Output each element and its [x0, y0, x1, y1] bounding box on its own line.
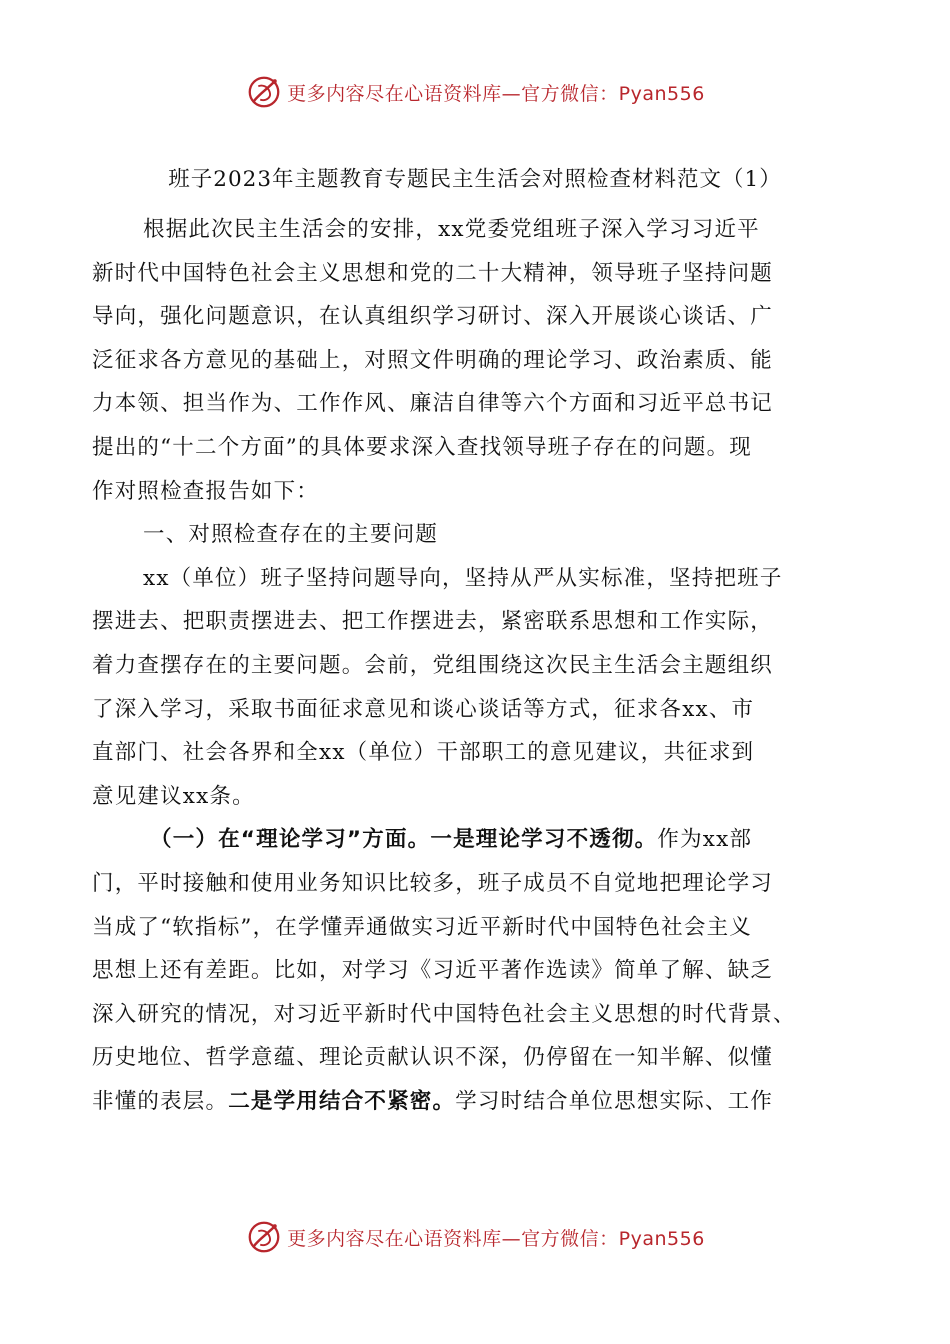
subsection-line [92, 818, 882, 862]
body-line: 深入研究的情况，对习近平新时代中国特色社会主义思想的时代背景、 [92, 1001, 796, 1027]
banner-main-text: 更多内容尽在心语资料库 [287, 82, 502, 105]
body-line: 着力查摆存在的主要问题。会前，党组围绕这次民主生活会主题组织 [92, 652, 774, 678]
point-two-heading: 二是学用结合不紧密。 [228, 1088, 456, 1114]
banner-separator: — [501, 82, 522, 105]
body-line: 门，平时接触和使用业务知识比较多，班子成员不自觉地把理论学习 [92, 870, 774, 896]
body-line: 作对照检查报告如下： [92, 478, 320, 504]
body-line: 历史地位、哲学意蕴、理论贡献认识不深，仍停留在一知半解、似懂 [92, 1045, 774, 1071]
body-text: 作为xx部 [657, 827, 753, 853]
body-text: 非懂的表层。 [92, 1088, 229, 1114]
body-line: 力本领、担当作为、工作作风、廉洁自律等六个方面和习近平总书记 [92, 391, 774, 417]
subsection-heading: （一）在“理论学习”方面。 [150, 827, 431, 853]
body-line: 摆进去、把职责摆进去、把工作摆进去，紧密联系思想和工作实际， [92, 609, 774, 635]
body-line: 思想上还有差距。比如，对学习《习近平著作选读》简单了解、缺乏 [92, 958, 774, 984]
body-line: 意见建议xx条。 [92, 783, 255, 809]
body-line: 泛征求各方意见的基础上，对照文件明确的理论学习、政治素质、能 [92, 347, 774, 373]
flourish-logo-icon [245, 1218, 283, 1256]
body-line: 提出的“十二个方面”的具体要求深入查找领导班子存在的问题。现 [92, 434, 752, 460]
body-line: 直部门、社会各界和全xx（单位）干部职工的意见建议，共征求到 [92, 740, 755, 766]
section-heading: 一、对照检查存在的主要问题 [143, 522, 439, 548]
body-line: 新时代中国特色社会主义思想和党的二十大精神，领导班子坚持问题 [92, 260, 774, 286]
body-line: 导向，强化问题意识，在认真组织学习研讨、深入开展谈心谈话、广 [92, 304, 774, 330]
banner-text [287, 79, 705, 106]
body-line: xx（单位）班子坚持问题导向，坚持从严从实标准，坚持把班子 [143, 565, 783, 591]
document-title: 班子2023年主题教育专题民主生活会对照检查材料范文（1） [168, 167, 782, 192]
body-line: 当成了“软指标”，在学懂弄通做实习近平新时代中国特色社会主义 [92, 914, 752, 940]
banner-wechat: 官方微信：Pyan556 [521, 1227, 705, 1250]
footer-banner [0, 1217, 950, 1257]
banner-text [287, 1224, 705, 1251]
body-line: 根据此次民主生活会的安排，xx党委党组班子深入学习习近平 [143, 217, 760, 242]
banner-separator: — [501, 1227, 522, 1250]
document-body [92, 208, 882, 1123]
body-line [92, 1080, 882, 1124]
flourish-logo-icon [245, 73, 283, 111]
banner-main-text: 更多内容尽在心语资料库 [287, 1227, 502, 1250]
body-text: 学习时结合单位思想实际、工作 [455, 1088, 774, 1114]
header-banner [0, 72, 950, 112]
body-line: 了深入学习，采取书面征求意见和谈心谈话等方式，征求各xx、市 [92, 696, 755, 722]
point-one-heading: 一是理论学习不透彻。 [430, 827, 658, 853]
banner-wechat: 官方微信：Pyan556 [521, 82, 705, 105]
